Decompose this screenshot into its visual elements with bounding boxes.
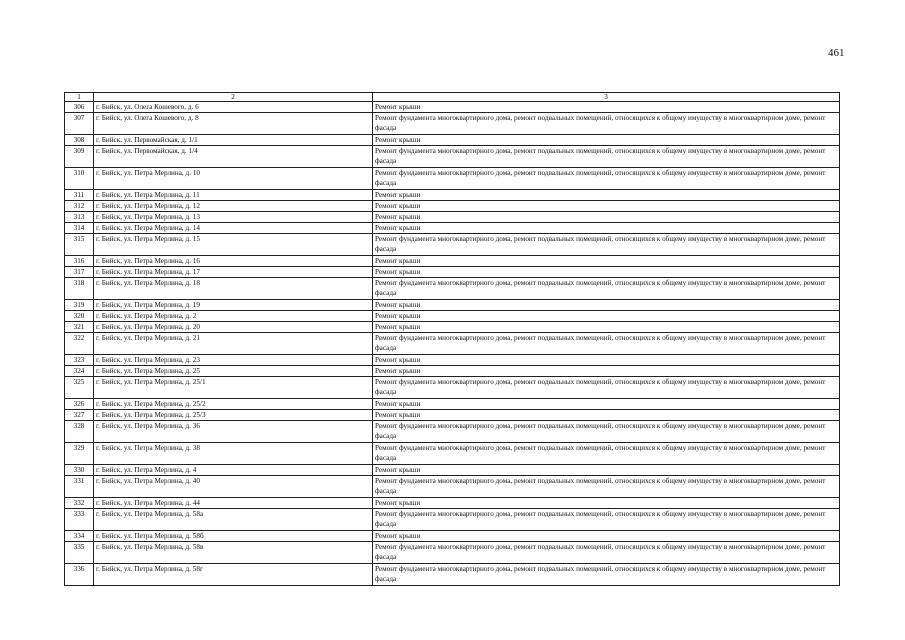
- row-address: г. Бийск, ул. Первомайская, д. 1/4: [94, 146, 373, 168]
- row-work-type: Ремонт крыши: [373, 498, 840, 509]
- row-number: 333: [65, 509, 94, 531]
- row-work-type: Ремонт фундамента многоквартирного дома, ремонт подвальных помещений, относящихся к общему имуществу в многоквартирном доме, ремонт фасада: [373, 476, 840, 498]
- table-row: [65, 135, 840, 146]
- table-row: [65, 190, 840, 201]
- row-address: г. Бийск, ул. Петра Мерлина, д. 58а: [94, 509, 373, 531]
- row-address: г. Бийск, ул. Петра Мерлина, д. 40: [94, 476, 373, 498]
- table-row: [65, 366, 840, 377]
- header-col-2: 2: [94, 93, 373, 102]
- row-work-type: Ремонт крыши: [373, 267, 840, 278]
- row-address: г. Бийск, ул. Петра Мерлина, д. 21: [94, 333, 373, 355]
- table-row: [65, 146, 840, 168]
- row-work-type: Ремонт фундамента многоквартирного дома, ремонт подвальных помещений, относящихся к общему имуществу в многоквартирном доме, ремонт фасада: [373, 113, 840, 135]
- table-row: [65, 498, 840, 509]
- row-work-type: Ремонт крыши: [373, 311, 840, 322]
- row-address: г. Бийск, ул. Петра Мерлина, д. 25/2: [94, 399, 373, 410]
- row-work-type: Ремонт крыши: [373, 399, 840, 410]
- row-address: г. Бийск, ул. Петра Мерлина, д. 25/3: [94, 410, 373, 421]
- row-work-type: Ремонт крыши: [373, 256, 840, 267]
- row-number: 330: [65, 465, 94, 476]
- row-address: г. Бийск, ул. Первомайская, д. 1/1: [94, 135, 373, 146]
- repair-registry-table: [64, 92, 840, 586]
- table-row: [65, 311, 840, 322]
- row-work-type: Ремонт фундамента многоквартирного дома, ремонт подвальных помещений, относящихся к общему имуществу в многоквартирном доме, ремонт фасада: [373, 421, 840, 443]
- row-address: г. Бийск, ул. Петра Мерлина, д. 17: [94, 267, 373, 278]
- row-address: г. Бийск, ул. Петра Мерлина, д. 15: [94, 234, 373, 256]
- row-address: г. Бийск, ул. Петра Мерлина, д. 44: [94, 498, 373, 509]
- table-row: [65, 542, 840, 564]
- page-number: 461: [828, 47, 845, 59]
- row-address: г. Бийск, ул. Петра Мерлина, д. 14: [94, 223, 373, 234]
- row-number: 323: [65, 355, 94, 366]
- row-work-type: Ремонт крыши: [373, 355, 840, 366]
- table-row: [65, 443, 840, 465]
- row-number: 316: [65, 256, 94, 267]
- table-row: [65, 476, 840, 498]
- table-row: [65, 421, 840, 443]
- row-work-type: Ремонт крыши: [373, 410, 840, 421]
- table-row: [65, 399, 840, 410]
- table-row: [65, 278, 840, 300]
- row-number: 320: [65, 311, 94, 322]
- row-address: г. Бийск, ул. Петра Мерлина, д. 19: [94, 300, 373, 311]
- row-address: г. Бийск, ул. Петра Мерлина, д. 10: [94, 168, 373, 190]
- row-work-type: Ремонт фундамента многоквартирного дома, ремонт подвальных помещений, относящихся к общему имуществу в многоквартирном доме, ремонт фасада: [373, 542, 840, 564]
- row-number: 309: [65, 146, 94, 168]
- table-row: [65, 201, 840, 212]
- row-number: 325: [65, 377, 94, 399]
- row-work-type: Ремонт фундамента многоквартирного дома, ремонт подвальных помещений, относящихся к общему имуществу в многоквартирном доме, ремонт фасада: [373, 443, 840, 465]
- row-work-type: Ремонт крыши: [373, 212, 840, 223]
- table-row: [65, 531, 840, 542]
- row-number: 315: [65, 234, 94, 256]
- row-number: 307: [65, 113, 94, 135]
- row-address: г. Бийск, ул. Петра Мерлина, д. 12: [94, 201, 373, 212]
- table-row: [65, 113, 840, 135]
- table-row: [65, 355, 840, 366]
- table-row: [65, 322, 840, 333]
- table-row: [65, 377, 840, 399]
- row-number: 331: [65, 476, 94, 498]
- table-row: [65, 212, 840, 223]
- row-address: г. Бийск, ул. Петра Мерлина, д. 2: [94, 311, 373, 322]
- row-number: 313: [65, 212, 94, 223]
- table-row: [65, 234, 840, 256]
- row-address: г. Бийск, ул. Петра Мерлина, д. 23: [94, 355, 373, 366]
- row-number: 329: [65, 443, 94, 465]
- table-row: [65, 102, 840, 113]
- row-number: 327: [65, 410, 94, 421]
- row-number: 308: [65, 135, 94, 146]
- row-work-type: Ремонт крыши: [373, 190, 840, 201]
- row-address: г. Бийск, ул. Петра Мерлина, д. 36: [94, 421, 373, 443]
- table-row: [65, 509, 840, 531]
- row-number: 317: [65, 267, 94, 278]
- table-row: [65, 300, 840, 311]
- table-row: [65, 256, 840, 267]
- table-row: [65, 564, 840, 586]
- row-number: 322: [65, 333, 94, 355]
- row-work-type: Ремонт крыши: [373, 366, 840, 377]
- table-row: [65, 168, 840, 190]
- row-number: 314: [65, 223, 94, 234]
- table-row: [65, 465, 840, 476]
- table-header-row: [65, 93, 840, 102]
- table-row: [65, 333, 840, 355]
- row-address: г. Бийск, ул. Петра Мерлина, д. 11: [94, 190, 373, 201]
- row-address: г. Бийск, ул. Петра Мерлина, д. 16: [94, 256, 373, 267]
- row-address: г. Бийск, ул. Олега Кошевого, д. 8: [94, 113, 373, 135]
- row-work-type: Ремонт крыши: [373, 465, 840, 476]
- row-work-type: Ремонт фундамента многоквартирного дома, ремонт подвальных помещений, относящихся к общему имуществу в многоквартирном доме, ремонт фасада: [373, 377, 840, 399]
- row-number: 319: [65, 300, 94, 311]
- row-number: 326: [65, 399, 94, 410]
- row-address: г. Бийск, ул. Петра Мерлина, д. 18: [94, 278, 373, 300]
- row-work-type: Ремонт фундамента многоквартирного дома, ремонт подвальных помещений, относящихся к общему имуществу в многоквартирном доме, ремонт фасада: [373, 564, 840, 586]
- row-work-type: Ремонт крыши: [373, 322, 840, 333]
- row-work-type: Ремонт фундамента многоквартирного дома, ремонт подвальных помещений, относящихся к общему имуществу в многоквартирном доме, ремонт фасада: [373, 168, 840, 190]
- row-work-type: Ремонт фундамента многоквартирного дома, ремонт подвальных помещений, относящихся к общему имуществу в многоквартирном доме, ремонт фасада: [373, 278, 840, 300]
- row-address: г. Бийск, ул. Петра Мерлина, д. 58г: [94, 564, 373, 586]
- table-row: [65, 223, 840, 234]
- row-work-type: Ремонт фундамента многоквартирного дома, ремонт подвальных помещений, относящихся к общему имуществу в многоквартирном доме, ремонт фасада: [373, 333, 840, 355]
- row-work-type: Ремонт крыши: [373, 223, 840, 234]
- row-work-type: Ремонт фундамента многоквартирного дома, ремонт подвальных помещений, относящихся к общему имуществу в многоквартирном доме, ремонт фасада: [373, 146, 840, 168]
- row-address: г. Бийск, ул. Петра Мерлина, д. 13: [94, 212, 373, 223]
- row-number: 328: [65, 421, 94, 443]
- row-work-type: Ремонт крыши: [373, 102, 840, 113]
- row-work-type: Ремонт крыши: [373, 135, 840, 146]
- row-number: 318: [65, 278, 94, 300]
- row-number: 336: [65, 564, 94, 586]
- row-number: 334: [65, 531, 94, 542]
- row-address: г. Бийск, ул. Петра Мерлина, д. 25/1: [94, 377, 373, 399]
- row-address: г. Бийск, ул. Олега Кошевого, д. 6: [94, 102, 373, 113]
- row-work-type: Ремонт фундамента многоквартирного дома, ремонт подвальных помещений, относящихся к общему имуществу в многоквартирном доме, ремонт фасада: [373, 234, 840, 256]
- row-number: 310: [65, 168, 94, 190]
- table-row: [65, 267, 840, 278]
- row-address: г. Бийск, ул. Петра Мерлина, д. 4: [94, 465, 373, 476]
- header-col-3: 3: [373, 93, 840, 102]
- row-number: 335: [65, 542, 94, 564]
- row-number: 311: [65, 190, 94, 201]
- row-work-type: Ремонт крыши: [373, 201, 840, 212]
- row-number: 306: [65, 102, 94, 113]
- row-address: г. Бийск, ул. Петра Мерлина, д. 58б: [94, 531, 373, 542]
- row-number: 321: [65, 322, 94, 333]
- row-number: 332: [65, 498, 94, 509]
- row-address: г. Бийск, ул. Петра Мерлина, д. 25: [94, 366, 373, 377]
- row-work-type: Ремонт крыши: [373, 300, 840, 311]
- row-number: 312: [65, 201, 94, 212]
- row-number: 324: [65, 366, 94, 377]
- row-address: г. Бийск, ул. Петра Мерлина, д. 38: [94, 443, 373, 465]
- table-row: [65, 410, 840, 421]
- row-work-type: Ремонт крыши: [373, 531, 840, 542]
- row-address: г. Бийск, ул. Петра Мерлина, д. 20: [94, 322, 373, 333]
- row-address: г. Бийск, ул. Петра Мерлина, д. 58в: [94, 542, 373, 564]
- row-work-type: Ремонт фундамента многоквартирного дома, ремонт подвальных помещений, относящихся к общему имуществу в многоквартирном доме, ремонт фасада: [373, 509, 840, 531]
- header-col-1: 1: [65, 93, 94, 102]
